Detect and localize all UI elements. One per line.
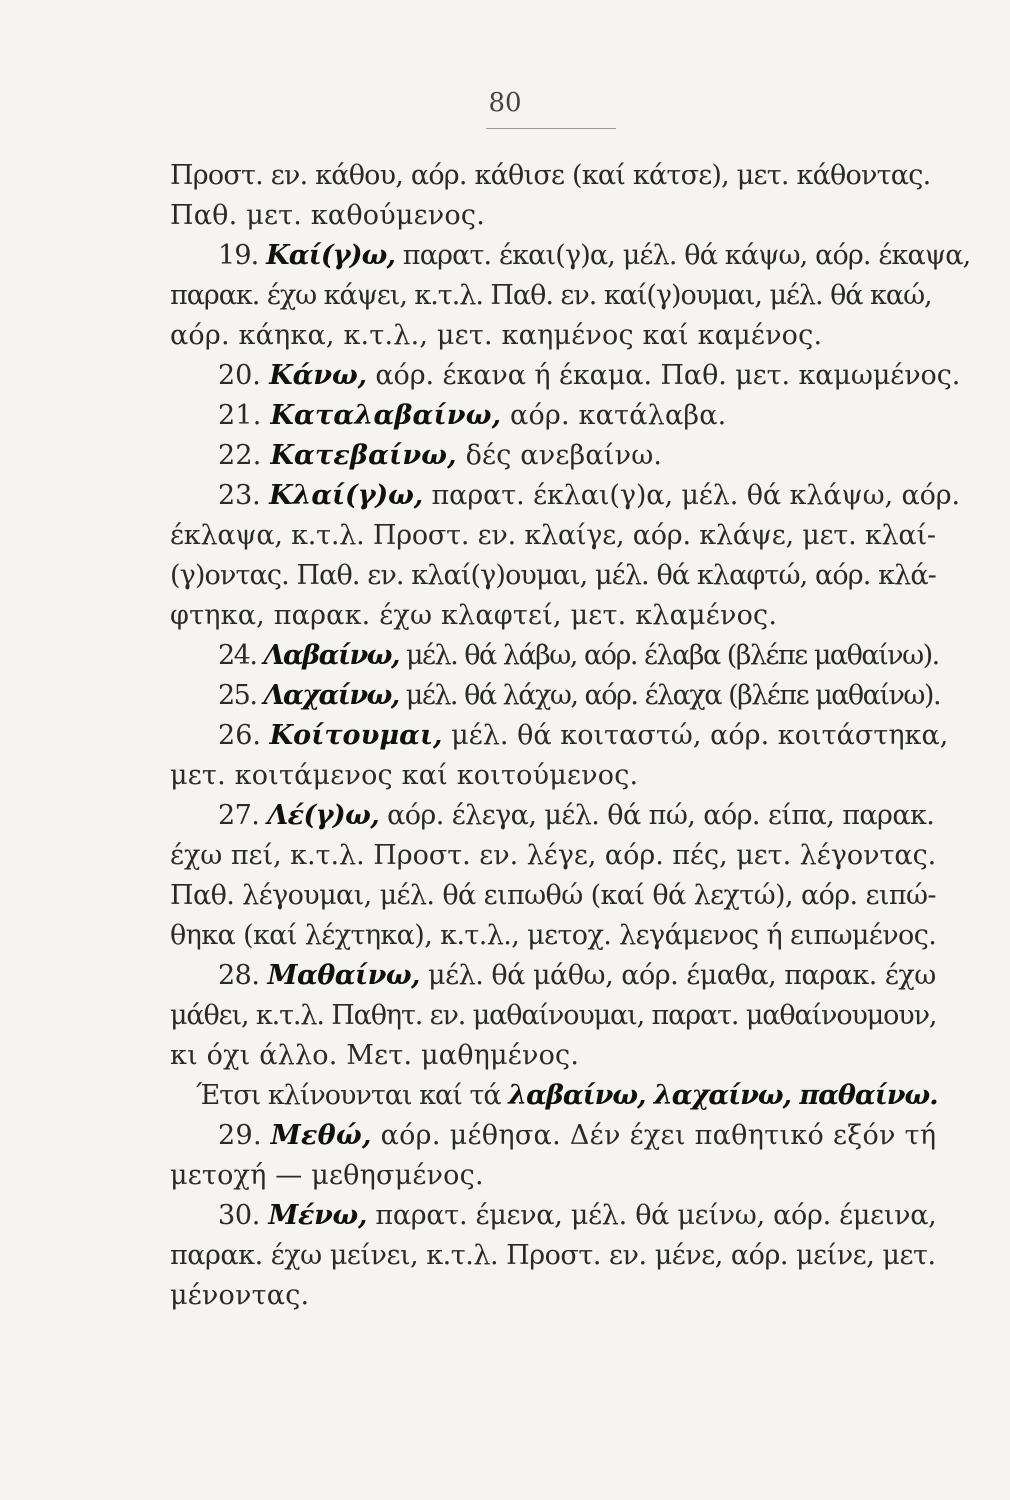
headword: Κάνω, [269,360,367,391]
text-line [218,396,726,436]
line-text: Προστ. εν. κάθου, αόρ. κάθισε (καί κάτσε), μετ. κάθοντας. [170,160,931,191]
text-line [170,596,777,636]
line-text: μέλ. θά λάβω, αόρ. έλαβα (βλέπε μαθαίνω). [398,640,939,671]
entry-number: 26. [218,720,270,751]
line-text: Παθ. μετ. καθούμενος. [170,200,485,231]
headword: Καί(γ)ω, [266,240,396,271]
text-line [170,276,932,316]
text-line [170,516,936,556]
text-line [218,956,936,996]
line-text: έκλαψα, κ.τ.λ. Προστ. εν. κλαίγε, αόρ. κλάψε, μετ. κλαί- [170,520,936,551]
headword: Κατεβαίνω, [270,440,457,471]
entry-number: 28. [218,960,268,991]
line-text: αόρ. έκανα ή έκαμα. Παθ. μετ. καμωμένος. [366,360,961,391]
entry-number: 23. [218,480,270,511]
line-text: παρατ. έμενα, μέλ. θά μείνω, αόρ. έμεινα, [367,1200,937,1231]
text-line [218,636,939,676]
text-line [170,996,936,1036]
text-line [170,316,822,356]
text-line [170,756,638,796]
text-line [196,1076,938,1116]
headword: Μένω, [268,1200,368,1231]
headword: Κλαί(γ)ω, [269,480,424,511]
line-text: μετοχή — μεθησμένος. [170,1160,484,1191]
entry-number: 30. [218,1200,269,1231]
headword: Μαθαίνω, [267,960,420,991]
entry-number: 19. [218,240,267,271]
entry-number: 22. [218,440,271,471]
headword: λαβαίνω, λαχαίνω, παθαίνω. [508,1080,938,1111]
headword: Μεθώ, [270,1120,372,1151]
line-text: κι όχι άλλο. Μετ. μαθημένος. [170,1040,580,1071]
text-line [170,1156,484,1196]
text-line [218,1116,936,1156]
line-text: μέλ. θά μάθω, αόρ. έμαθα, παρακ. έχω [419,960,936,991]
line-text: μάθει, κ.τ.λ. Παθητ. εν. μαθαίνουμαι, παρατ. μαθαίνουμουν, [170,1000,937,1031]
headword: Καταλαβαίνω, [270,400,502,431]
page-number: 80 [488,88,522,118]
line-text: μένοντας. [170,1280,310,1311]
headword: Κοίτουμαι, [269,720,443,751]
line-text: Έτσι κλίνουνται καί τά [196,1080,509,1111]
text-line [218,1196,936,1236]
headword: Λαχαίνω, [263,680,399,711]
text-line [218,236,970,276]
text-line [170,156,930,196]
entry-number: 24. [218,640,264,671]
line-text: μετ. κοιτάμενος καί κοιτούμενος. [170,760,639,791]
entry-number: 20. [218,360,270,391]
line-text: παρακ. έχω μείνει, κ.τ.λ. Προστ. εν. μένε, αόρ. μείνε, μετ. [170,1240,936,1271]
text-line [170,196,485,236]
line-text: αόρ. κάηκα, κ.τ.λ., μετ. καημένος καί καμένος. [170,320,823,351]
line-text: παρατ. έκλαι(γ)α, μέλ. θά κλάψω, αόρ. [423,480,961,511]
text-line [170,556,936,596]
entry-number: 25. [218,680,264,711]
line-text: μέλ. θά κοιταστώ, αόρ. κοιτάστηκα, [442,720,949,751]
text-line [170,836,936,876]
text-line [218,436,662,476]
line-text: θηκα (καί λέχτηκα), κ.τ.λ., μετοχ. λεγάμενος ή ειπωμένος. [170,920,937,951]
text-line [218,796,934,836]
headword: Λαβαίνω, [263,640,399,671]
line-text: δές ανεβαίνω. [456,440,663,471]
text-line [218,716,948,756]
line-text: αόρ. κατάλαβα. [501,400,727,431]
text-line [170,916,936,956]
line-text: μέλ. θά λάχω, αόρ. έλαχα (βλέπε μαθαίνω). [398,680,941,711]
text-line [218,476,960,516]
text-line [218,676,940,716]
line-text: παρατ. έκαι(γ)α, μέλ. θά κάψω, αόρ. έκαψα, [395,240,971,271]
line-text: αόρ. έλεγα, μέλ. θά πώ, αόρ. είπα, παρακ. [379,800,935,831]
text-line [170,876,936,916]
line-text: αόρ. μέθησα. Δέν έχει παθητικό εξόν τή [371,1120,937,1151]
line-text: (γ)οντας. Παθ. εν. κλαί(γ)ουμαι, μέλ. θά κλαφτώ, αόρ. κλά- [170,560,936,591]
line-text: Παθ. λέγουμαι, μέλ. θά ειπωθώ (καί θά λεχτώ), αόρ. ειπώ- [170,880,936,911]
text-line [170,1276,309,1316]
text-line [218,356,960,396]
line-text: φτηκα, παρακ. έχω κλαφτεί, μετ. κλαμένος. [170,600,778,631]
text-line [170,1236,936,1276]
headword: Λέ(γ)ω, [267,800,380,831]
line-text: παρακ. έχω κάψει, κ.τ.λ. Παθ. εν. καί(γ)ουμαι, μέλ. θά καώ, [170,280,932,311]
entry-number: 21. [218,400,271,431]
entry-number: 29. [218,1120,271,1151]
entry-number: 27. [218,800,268,831]
line-text: έχω πεί, κ.τ.λ. Προστ. εν. λέγε, αόρ. πές, μετ. λέγοντας. [170,840,937,871]
text-line [170,1036,579,1076]
